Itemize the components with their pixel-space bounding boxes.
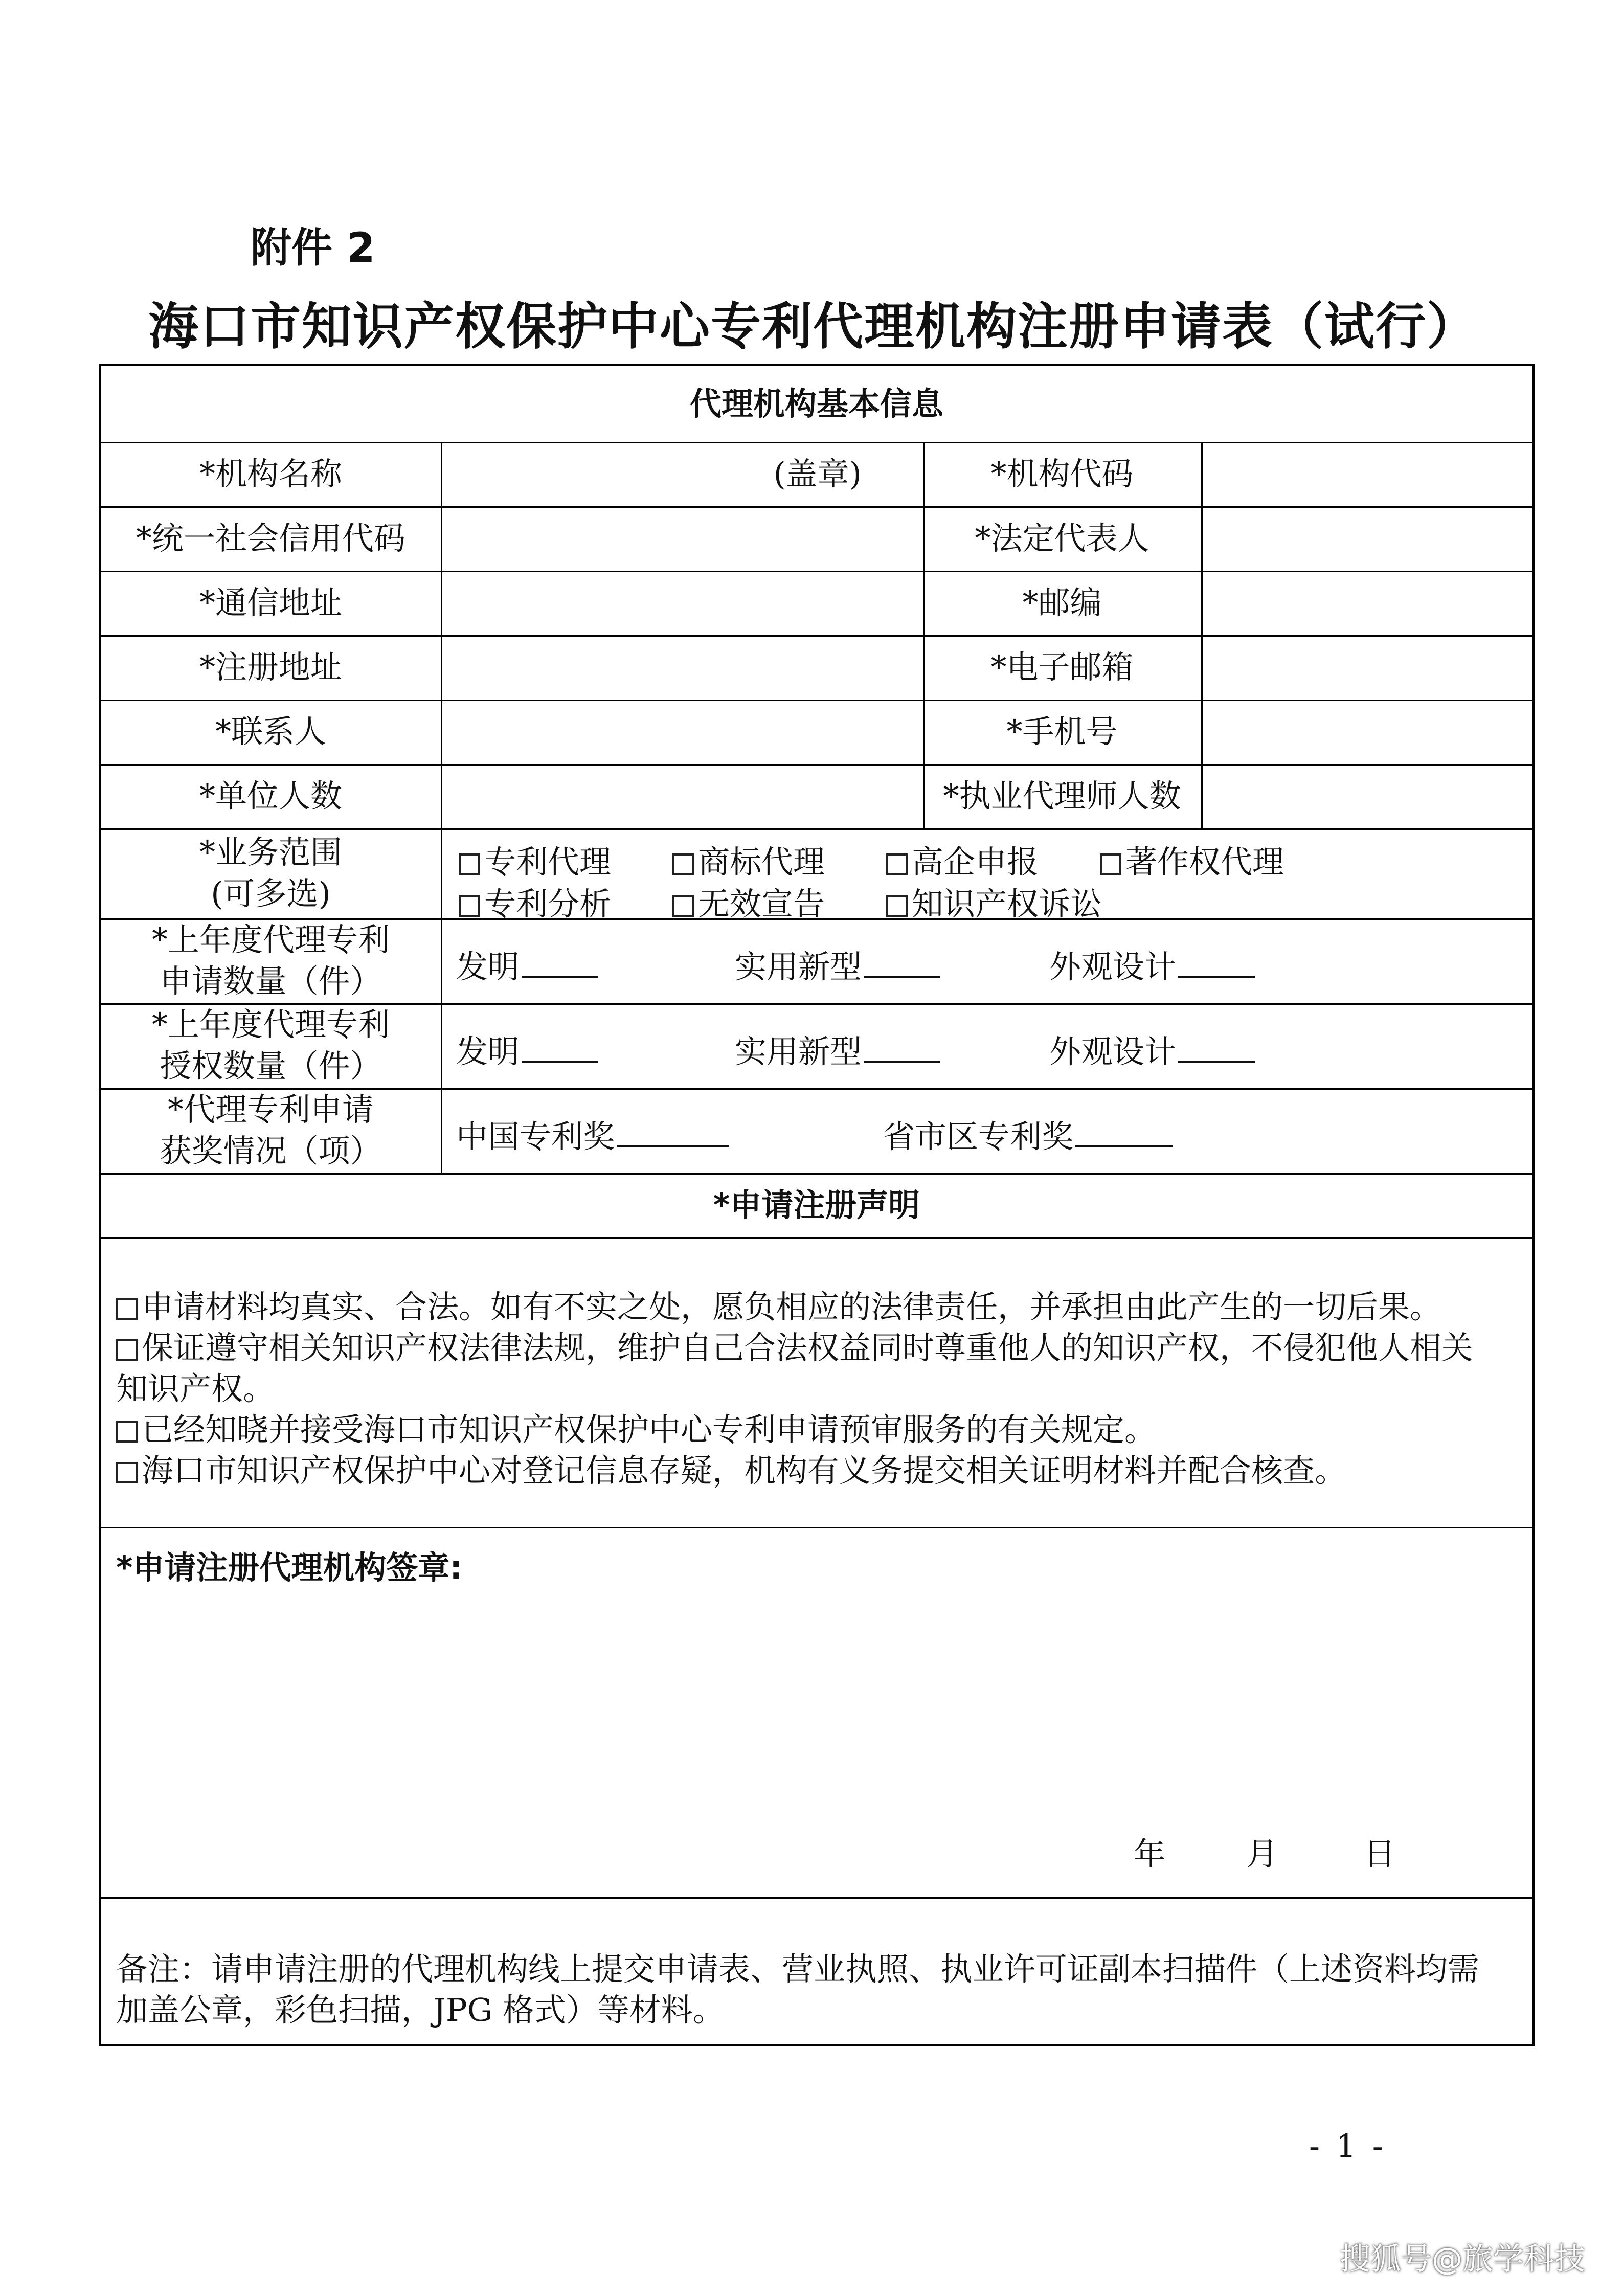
signature-label: *申请注册代理机构签章: <box>116 1549 463 1586</box>
declaration-heading: *申请注册声明 <box>713 1186 920 1224</box>
checkbox-icon <box>116 1298 138 1320</box>
option-patent-analysis[interactable]: 专利分析 <box>459 879 611 924</box>
label-email: *电子邮箱 <box>990 648 1134 686</box>
grant-design-field[interactable]: 外观设计 <box>1049 1026 1255 1072</box>
option-copyright-agency[interactable]: 著作权代理 <box>1100 837 1284 882</box>
credit-code-field[interactable] <box>441 506 923 571</box>
apply-invention-field[interactable]: 发明 <box>456 941 598 987</box>
label-legal-rep: *法定代表人 <box>975 519 1149 557</box>
label-org-code: *机构代码 <box>990 455 1134 492</box>
grant-invention-field[interactable]: 发明 <box>456 1026 598 1072</box>
attachment-label: 附件 2 <box>251 224 375 272</box>
option-trademark-agency[interactable]: 商标代理 <box>672 837 825 882</box>
checkbox-icon <box>886 853 908 875</box>
checkbox-icon <box>116 1339 138 1361</box>
apply-utility-field[interactable]: 实用新型 <box>735 941 940 987</box>
label-agent-count: *执业代理师人数 <box>943 777 1181 815</box>
section-basic-info: 代理机构基本信息 <box>689 385 943 422</box>
option-ip-litigation[interactable]: 知识产权诉讼 <box>886 879 1102 924</box>
province-award-field[interactable]: 省市区专利奖 <box>883 1111 1173 1157</box>
checkbox-icon <box>116 1462 138 1483</box>
remark-line-2: 加盖公章，彩色扫描，JPG 格式）等材料。 <box>116 1991 725 2029</box>
checkbox-icon <box>672 895 694 917</box>
label-grant-count: *上年度代理专利 授权数量（件） <box>151 1006 390 1085</box>
legal-rep-field[interactable] <box>1201 506 1534 571</box>
label-mail-address: *通信地址 <box>199 583 342 621</box>
reg-address-field[interactable] <box>441 635 923 700</box>
checkbox-icon <box>1100 853 1121 875</box>
page-number: - 1 - <box>1309 2127 1386 2165</box>
application-form <box>99 364 1535 2046</box>
contact-field[interactable] <box>441 700 923 764</box>
org-code-field[interactable] <box>1201 442 1534 506</box>
label-contact: *联系人 <box>215 712 326 750</box>
date-month: 月 <box>1246 1835 1278 1873</box>
label-business-line1: *业务范围 <box>199 834 342 871</box>
checkbox-icon <box>459 853 480 875</box>
email-field[interactable] <box>1201 635 1534 700</box>
apply-design-field[interactable]: 外观设计 <box>1049 941 1255 987</box>
remark-line-1: 备注：请申请注册的代理机构线上提交申请表、营业执照、执业许可证副本扫描件（上述资料均需 <box>116 1950 1480 1988</box>
label-business-scope <box>101 828 441 918</box>
checkbox-icon <box>886 895 908 917</box>
label-reg-address: *注册地址 <box>199 648 342 686</box>
declaration-item-2-cont: 知识产权。 <box>116 1370 275 1407</box>
label-postcode: *邮编 <box>1022 583 1102 621</box>
date-year: 年 <box>1134 1835 1166 1873</box>
seal-note: (盖章) <box>773 455 862 492</box>
label-business-line2: (可多选) <box>211 875 331 912</box>
postcode-field[interactable] <box>1201 571 1534 635</box>
label-credit-code: *统一社会信用代码 <box>136 519 405 557</box>
date-day: 日 <box>1364 1835 1396 1873</box>
mail-address-field[interactable] <box>441 571 923 635</box>
label-awards: *代理专利申请 获奖情况（项） <box>160 1091 382 1169</box>
checkbox-icon <box>116 1421 138 1443</box>
option-invalidation[interactable]: 无效宣告 <box>672 879 825 924</box>
label-apply-count: *上年度代理专利 申请数量（件） <box>151 921 390 1000</box>
watermark: 搜狐号@旅学科技 <box>1340 2241 1585 2277</box>
declaration-item-3[interactable]: 已经知晓并接受海口市知识产权保护中心专利申请预审服务的有关规定。 <box>116 1404 1156 1450</box>
declaration-item-2[interactable]: 保证遵守相关知识产权法律法规，维护自己合法权益同时尊重他人的知识产权，不侵犯他人相关 <box>116 1322 1473 1368</box>
option-patent-agency[interactable]: 专利代理 <box>459 837 611 882</box>
label-mobile: *手机号 <box>1006 712 1118 750</box>
staff-count-field[interactable] <box>441 764 923 828</box>
agent-count-field[interactable] <box>1201 764 1534 828</box>
checkbox-icon <box>672 853 694 875</box>
china-award-field[interactable]: 中国专利奖 <box>456 1111 729 1157</box>
label-org-name: *机构名称 <box>199 455 342 492</box>
mobile-field[interactable] <box>1201 700 1534 764</box>
option-high-tech[interactable]: 高企申报 <box>886 837 1039 882</box>
checkbox-icon <box>459 895 480 917</box>
declaration-item-4[interactable]: 海口市知识产权保护中心对登记信息存疑，机构有义务提交相关证明材料并配合核查。 <box>116 1445 1346 1491</box>
form-title: 海口市知识产权保护中心专利代理机构注册申请表（试行） <box>148 297 1478 356</box>
declaration-item-1[interactable]: 申请材料均真实、合法。如有不实之处，愿负相应的法律责任，并承担由此产生的一切后果。 <box>116 1281 1441 1327</box>
grant-utility-field[interactable]: 实用新型 <box>735 1026 940 1072</box>
label-staff-count: *单位人数 <box>199 777 342 815</box>
